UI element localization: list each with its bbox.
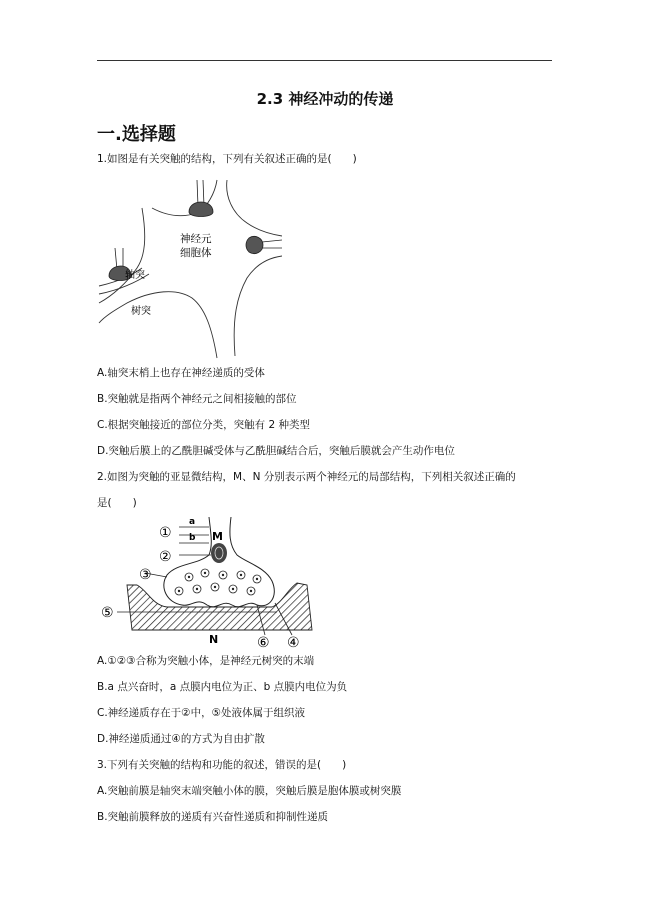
q2-option-c: C.神经递质存在于②中，⑤处液体属于组织液: [97, 707, 305, 719]
q2-option-b: B.a 点兴奋时，a 点膜内电位为正、b 点膜内电位为负: [97, 681, 348, 693]
synapse-ultrastructure-figure: [97, 515, 327, 650]
label-n: N: [209, 633, 219, 646]
cell-body-label-line2: 细胞体: [180, 247, 212, 259]
question-1-stem: 1.如图是有关突触的结构，下列有关叙述正确的是( ): [97, 153, 357, 165]
q1-option-a: A.轴突末梢上也存在神经递质的受体: [97, 367, 265, 379]
q3-option-b: B.突触前膜释放的递质有兴奋性递质和抑制性递质: [97, 811, 329, 823]
dendrite-label: 树突: [131, 306, 151, 317]
label-1: ①: [159, 525, 172, 541]
q1-option-b: B.突触就是指两个神经元之间相接触的部位: [97, 393, 297, 405]
label-6: ⑥: [257, 635, 270, 650]
neuron-synapse-figure: [97, 178, 282, 360]
label-a: a: [189, 517, 196, 527]
label-m: M: [212, 530, 223, 543]
question-2-stem-line1: 2.如图为突触的亚显微结构，M、N 分别表示两个神经元的局部结构，下列相关叙述正确的: [97, 471, 516, 483]
cell-body-label-line1: 神经元: [180, 233, 212, 245]
axon-label: 轴突: [125, 270, 145, 281]
q1-option-d: D.突触后膜上的乙酰胆碱受体与乙酰胆碱结合后，突触后膜就会产生动作电位: [97, 445, 455, 457]
page-title: 2.3 神经冲动的传递: [256, 90, 394, 108]
section-heading: 一.选择题: [97, 124, 176, 145]
label-4: ④: [287, 635, 300, 650]
label-b: b: [189, 533, 196, 543]
label-3: ③: [139, 567, 152, 583]
label-5: ⑤: [101, 605, 114, 621]
header-rule: [97, 60, 552, 61]
question-2-stem-line2: 是( ): [97, 497, 137, 509]
q3-option-a: A.突触前膜是轴突末端突触小体的膜，突触后膜是胞体膜或树突膜: [97, 785, 402, 797]
q1-option-c: C.根据突触接近的部位分类，突触有 2 种类型: [97, 419, 311, 431]
q2-option-d: D.神经递质通过④的方式为自由扩散: [97, 733, 265, 745]
question-3-stem: 3.下列有关突触的结构和功能的叙述，错误的是( ): [97, 759, 347, 771]
label-2: ②: [159, 549, 172, 565]
q2-option-a: A.①②③合称为突触小体，是神经元树突的末端: [97, 655, 315, 667]
